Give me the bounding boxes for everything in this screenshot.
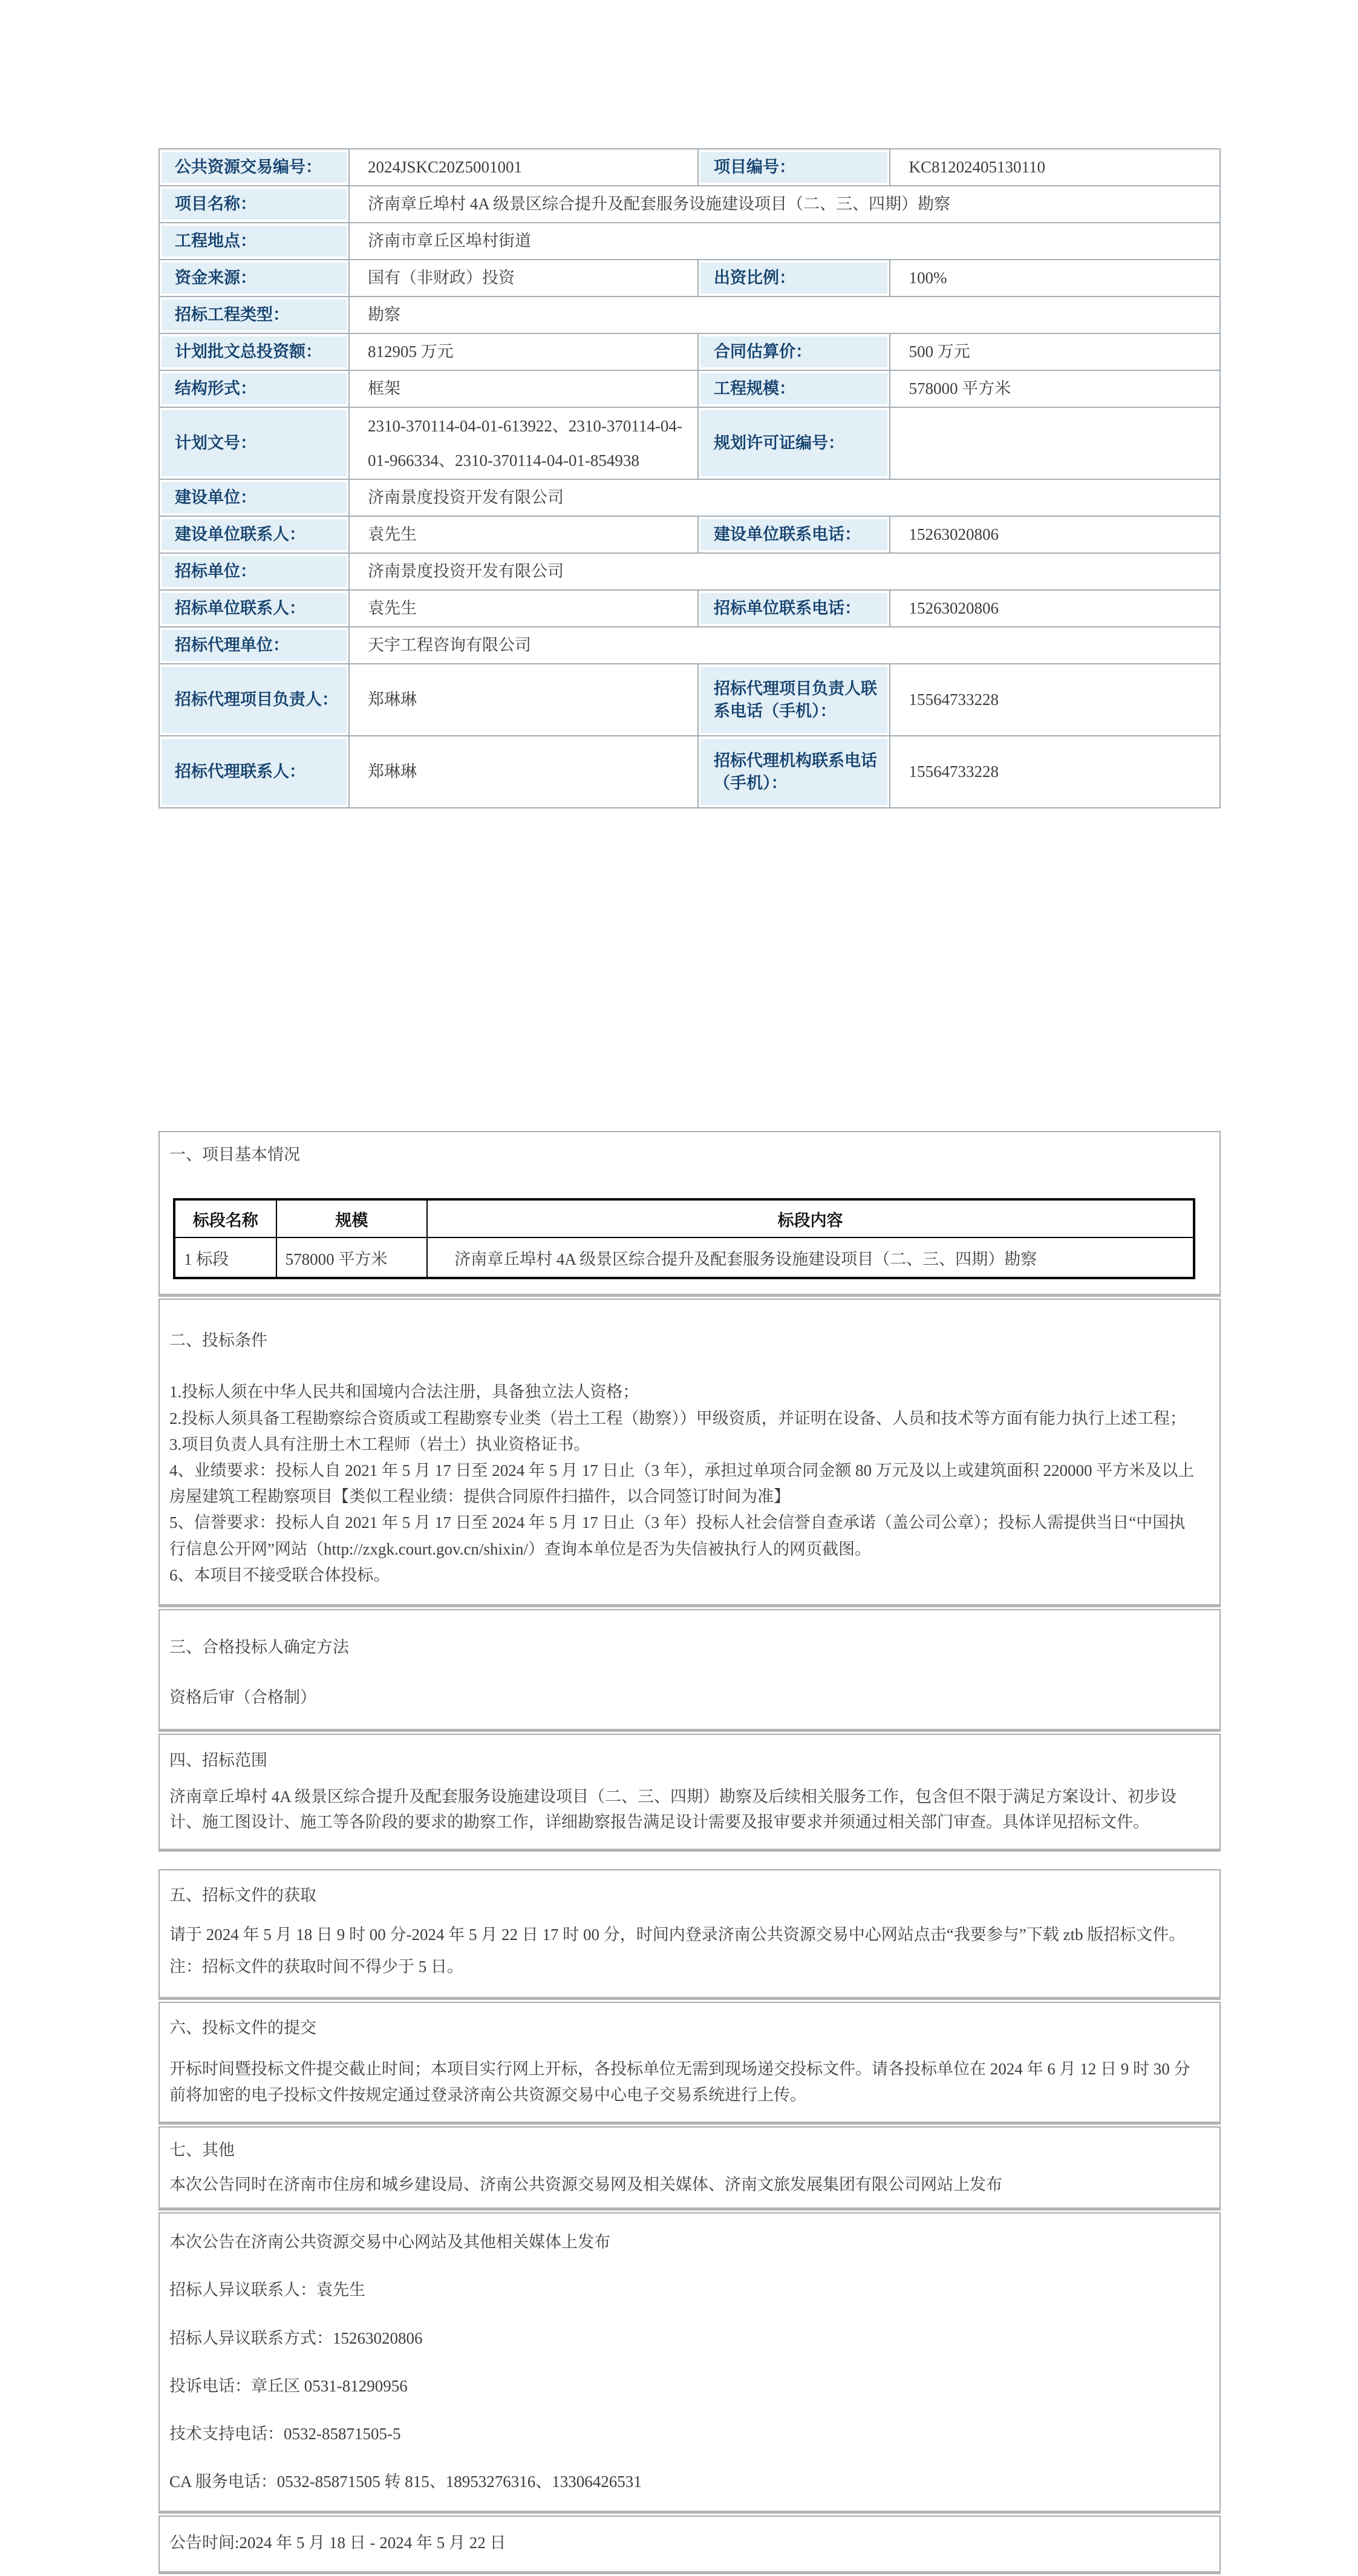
- field-value: 郑琳琳: [349, 664, 698, 736]
- section-bid-scope: [158, 1734, 1221, 1852]
- field-value: 框架: [349, 370, 698, 407]
- section-heading: 一、项目基本情况: [169, 1145, 300, 1164]
- section-heading: 三、合格投标人确定方法: [169, 1637, 349, 1656]
- bid-section-scale: 578000 平方米: [276, 1237, 428, 1278]
- field-label: 招标代理联系人：: [162, 739, 347, 805]
- section-bid-conditions: [158, 1299, 1221, 1607]
- ca-service-phone: CA 服务电话：0532-85871505 转 815、18953276316、13306426531: [169, 2473, 642, 2491]
- field-value: 578000 平方米: [890, 370, 1220, 407]
- section-document-acquisition: [158, 1869, 1221, 2001]
- field-value: 天宇工程咨询有限公司: [349, 627, 1220, 664]
- project-info-table: [158, 148, 1221, 808]
- field-value: 郑琳琳: [349, 736, 698, 808]
- bid-section-content: 济南章丘埠村 4A 级景区综合提升及配套服务设施建设项目（二、三、四期）勘察: [427, 1237, 1194, 1278]
- field-value: KC81202405130110: [890, 149, 1220, 186]
- field-label: 建设单位联系电话：: [700, 519, 887, 550]
- field-value: 袁先生: [349, 590, 698, 627]
- field-label: 合同估算价：: [700, 336, 887, 367]
- table-row: [159, 590, 1220, 627]
- field-label: 建设单位联系人：: [162, 519, 347, 550]
- table-row: [159, 370, 1220, 407]
- section-other: [158, 2126, 1221, 2211]
- table-row: [159, 516, 1220, 553]
- field-label: 招标工程类型：: [162, 300, 347, 330]
- field-label: 招标代理项目负责人：: [162, 667, 347, 733]
- field-label: 项目名称：: [162, 189, 347, 220]
- objection-contact: 招标人异议联系人：袁先生: [169, 2281, 365, 2299]
- section-heading: 四、招标范围: [169, 1751, 267, 1770]
- table-row: [159, 479, 1220, 516]
- paragraph: 本次公告在济南公共资源交易中心网站及其他相关媒体上发布: [169, 2233, 610, 2252]
- table-row: [159, 553, 1220, 590]
- paragraph: 注：招标文件的获取时间不得少于 5 日。: [169, 1958, 463, 1976]
- column-header: 标段名称: [174, 1199, 276, 1237]
- paragraph: 4、业绩要求：投标人自 2021 年 5 月 17 日至 2024 年 5 月 17 日止（3 年），承担过单项合同金额 80 万元及以上或建筑面积 220000 平方米及以上房屋建筑工程勘察项目【类似工程业绩：提供合同原件扫描件，以合同签订时间为准】: [169, 1461, 1195, 1506]
- field-label: 项目编号：: [700, 152, 887, 183]
- table-row: [159, 297, 1220, 333]
- complaint-phone: 投诉电话：章丘区 0531-81290956: [169, 2376, 408, 2395]
- field-label: 计划文号：: [162, 410, 347, 476]
- field-label: 出资比例：: [700, 263, 887, 293]
- section-announcement-time: [158, 2515, 1221, 2574]
- field-value: 济南景度投资开发有限公司: [349, 479, 1220, 516]
- field-label: 工程规模：: [700, 373, 887, 404]
- table-row: [159, 149, 1220, 186]
- field-label: 资金来源：: [162, 263, 347, 293]
- field-label: 结构形式：: [162, 373, 347, 404]
- paragraph: 资格后审（合格制）: [169, 1688, 316, 1707]
- paragraph: 2.投标人须具备工程勘察综合资质或工程勘察专业类（岩土工程（勘察））甲级资质，并证明在设备、人员和技术等方面有能力执行上述工程；: [169, 1409, 1186, 1427]
- field-value: 100%: [890, 260, 1220, 297]
- top-margin: [158, 0, 1221, 148]
- table-row: [159, 333, 1220, 370]
- section-heading: 六、投标文件的提交: [169, 2019, 316, 2037]
- announcement-time: 公告时间:2024 年 5 月 18 日 - 2024 年 5 月 22 日: [169, 2534, 506, 2552]
- box-gap: [158, 1853, 1221, 1869]
- field-value: 济南章丘埠村 4A 级景区综合提升及配套服务设施建设项目（二、三、四期）勘察: [349, 186, 1220, 223]
- paragraph: 济南章丘埠村 4A 级景区综合提升及配套服务设施建设项目（二、三、四期）勘察及后续相关服务工作，包含但不限于满足方案设计、初步设计、施工图设计、施工等各阶段的要求的勘察工作，详细勘察报告满足设计需要及报审要求并须通过相关部门审查。具体详见招标文件。: [169, 1788, 1177, 1831]
- field-value: 袁先生: [349, 516, 698, 553]
- bid-section-name: 1 标段: [174, 1237, 276, 1278]
- field-label: 工程地点：: [162, 226, 347, 257]
- field-label: 计划批文总投资额：: [162, 336, 347, 367]
- field-label: 招标单位联系电话：: [700, 593, 887, 624]
- bid-table-row: [174, 1237, 1194, 1278]
- field-value: 500 万元: [890, 333, 1220, 370]
- field-value: 15564733228: [890, 736, 1220, 808]
- table-row: [159, 223, 1220, 260]
- field-value: 济南市章丘区埠村街道: [349, 223, 1220, 260]
- column-header: 规模: [276, 1199, 428, 1237]
- paragraph: 3.项目负责人具有注册土木工程师（岩土）执业资格证书。: [169, 1435, 590, 1454]
- field-value: 812905 万元: [349, 333, 698, 370]
- table-row: [159, 186, 1220, 223]
- section-heading: 七、其他: [169, 2140, 235, 2159]
- section-heading: 五、招标文件的获取: [169, 1886, 316, 1904]
- field-value: 济南景度投资开发有限公司: [349, 553, 1220, 590]
- field-label: 建设单位：: [162, 482, 347, 513]
- field-label: 招标代理机构联系电话（手机）：: [700, 739, 887, 805]
- section-qualification-method: [158, 1609, 1221, 1732]
- field-label: 招标代理单位：: [162, 630, 347, 661]
- section-gap: [158, 808, 1221, 1131]
- paragraph: 6、本项目不接受联合体投标。: [169, 1565, 390, 1584]
- section-contacts: [158, 2212, 1221, 2514]
- objection-phone: 招标人异议联系方式：15263020806: [169, 2329, 423, 2347]
- paragraph: 1.投标人须在中华人民共和国境内合法注册，具备独立法人资格；: [169, 1383, 639, 1401]
- paragraph: 开标时间暨投标文件提交截止时间；本项目实行网上开标，各投标单位无需到现场递交投标文件。请各投标单位在 2024 年 6 月 12 日 9 时 30 分前将加密的电子投标文件按规定通过登录济南公共资源交易中心电子交易系统进行上传。: [169, 2059, 1190, 2104]
- section-basic-info: [158, 1131, 1221, 1297]
- field-value: [890, 407, 1220, 479]
- table-row: [159, 736, 1220, 808]
- bid-table-header-row: [174, 1199, 1194, 1237]
- tech-support-phone: 技术支持电话：0532-85871505-5: [169, 2425, 401, 2443]
- field-value: 2310-370114-04-01-613922、2310-370114-04-01-966334、2310-370114-04-01-854938: [349, 407, 698, 479]
- announcement-page: [158, 0, 1221, 2574]
- table-row: [159, 260, 1220, 297]
- field-label: 招标单位联系人：: [162, 593, 347, 624]
- table-row: [159, 664, 1220, 736]
- field-label: 招标单位：: [162, 556, 347, 587]
- field-value: 国有（非财政）投资: [349, 260, 698, 297]
- paragraph: 请于 2024 年 5 月 18 日 9 时 00 分-2024 年 5 月 22 日 17 时 00 分，时间内登录济南公共资源交易中心网站点击“我要参与”下载 ztb 版招标文件。: [169, 1925, 1186, 1944]
- section-document-submission: [158, 2002, 1221, 2125]
- table-row: [159, 627, 1220, 664]
- field-value: 15263020806: [890, 590, 1220, 627]
- column-header: 标段内容: [427, 1199, 1194, 1237]
- field-value: 2024JSKC20Z5001001: [349, 149, 698, 186]
- field-value: 勘察: [349, 297, 1220, 333]
- field-label: 规划许可证编号：: [700, 410, 887, 476]
- field-value: 15263020806: [890, 516, 1220, 553]
- table-row: [159, 407, 1220, 479]
- field-value: 15564733228: [890, 664, 1220, 736]
- paragraph: 本次公告同时在济南市住房和城乡建设局、济南公共资源交易网及相关媒体、济南文旅发展集团有限公司网站上发布: [169, 2175, 1002, 2194]
- bid-section-table: [173, 1198, 1195, 1279]
- field-label: 招标代理项目负责人联系电话（手机）：: [700, 667, 887, 733]
- field-label: 公共资源交易编号：: [162, 152, 347, 183]
- section-heading: 二、投标条件: [169, 1331, 267, 1350]
- paragraph: 5、信誉要求：投标人自 2021 年 5 月 17 日至 2024 年 5 月 17 日止（3 年）投标人社会信誉自查承诺（盖公司公章）；投标人需提供当日“中国执行信息公开网”网站（http://zxgk.court.gov.cn/shixin/）查询本单位是否为失信被执行人的网页截图。: [169, 1513, 1186, 1558]
